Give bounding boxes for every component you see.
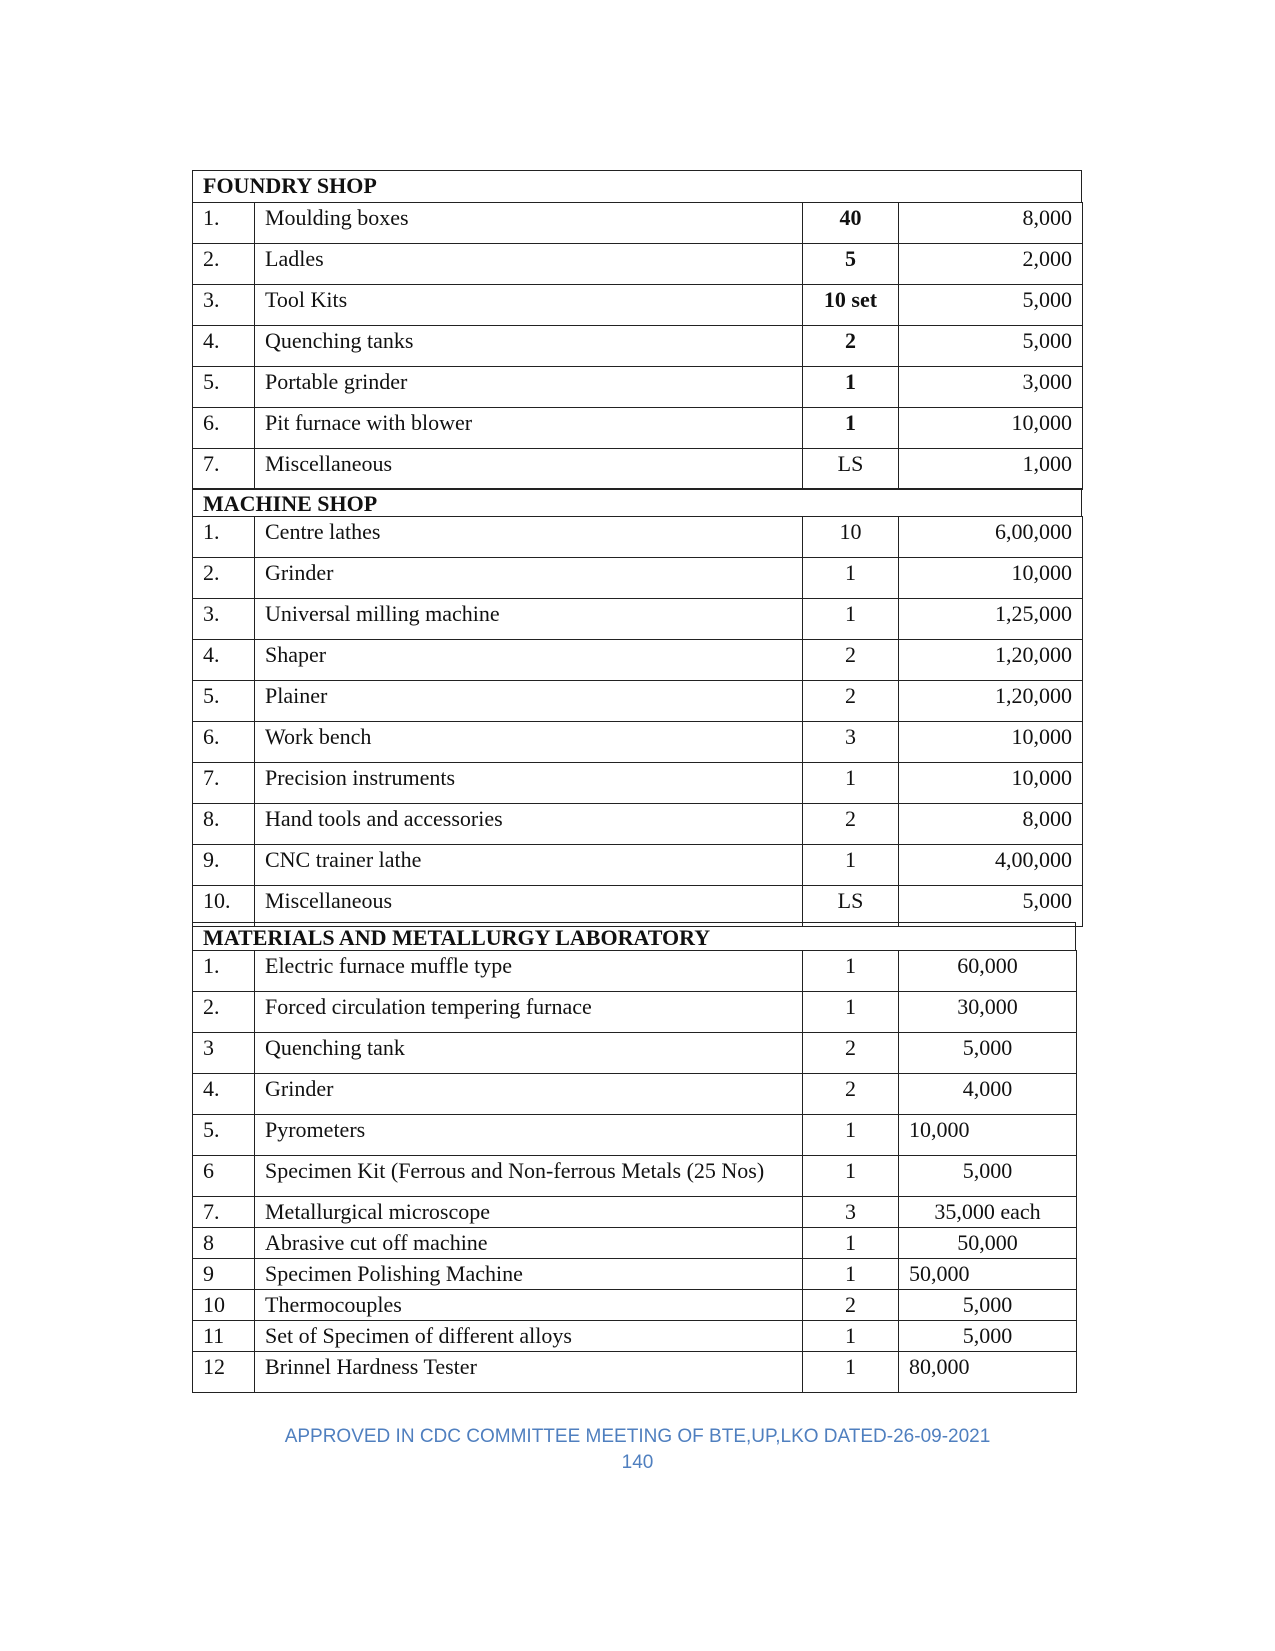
item-cost: 1,20,000 (899, 681, 1083, 722)
item-quantity: 1 (803, 367, 899, 408)
item-number: 5. (193, 367, 255, 408)
item-cost: 50,000 (899, 1259, 1077, 1290)
item-number: 10. (193, 886, 255, 927)
table-row (193, 1228, 1077, 1259)
item-quantity: 1 (803, 1352, 899, 1393)
item-quantity: 2 (803, 1074, 899, 1115)
item-number: 1. (193, 951, 255, 992)
item-name: Miscellaneous (255, 449, 803, 490)
item-cost: 5,000 (899, 326, 1083, 367)
item-name: Portable grinder (255, 367, 803, 408)
item-name: Quenching tanks (255, 326, 803, 367)
item-quantity: LS (803, 449, 899, 490)
item-cost: 1,20,000 (899, 640, 1083, 681)
item-name: Grinder (255, 558, 803, 599)
item-number: 12 (193, 1352, 255, 1393)
item-name: Abrasive cut off machine (255, 1228, 803, 1259)
table-row (193, 992, 1077, 1033)
table-row (193, 886, 1083, 927)
table-row (193, 1156, 1077, 1197)
items-table (192, 202, 1083, 490)
item-name: Pit furnace with blower (255, 408, 803, 449)
table-row (193, 285, 1083, 326)
approval-note: APPROVED IN CDC COMMITTEE MEETING OF BTE,UP,LKO DATED-26-09-2021 (284, 1426, 991, 1447)
item-cost: 5,000 (899, 1290, 1077, 1321)
item-name: Set of Specimen of different alloys (255, 1321, 803, 1352)
item-name: Precision instruments (255, 763, 803, 804)
item-quantity: 2 (803, 326, 899, 367)
table-row (193, 951, 1077, 992)
table-row (193, 1197, 1077, 1228)
table-row (193, 517, 1083, 558)
section-title: MACHINE SHOP (192, 488, 1082, 516)
item-number: 9 (193, 1259, 255, 1290)
item-name: Work bench (255, 722, 803, 763)
item-quantity: 5 (803, 244, 899, 285)
table-row (193, 640, 1083, 681)
item-cost: 10,000 (899, 763, 1083, 804)
item-quantity: 10 set (803, 285, 899, 326)
item-cost: 10,000 (899, 1115, 1077, 1156)
item-cost: 5,000 (899, 1321, 1077, 1352)
item-quantity: 2 (803, 640, 899, 681)
table-row (193, 804, 1083, 845)
item-quantity: 3 (803, 722, 899, 763)
item-cost: 10,000 (899, 558, 1083, 599)
item-cost: 30,000 (899, 992, 1077, 1033)
item-cost: 5,000 (899, 1033, 1077, 1074)
item-number: 6. (193, 408, 255, 449)
page-footer (0, 1424, 1275, 1476)
table-row (193, 1321, 1077, 1352)
item-cost: 6,00,000 (899, 517, 1083, 558)
item-number: 4. (193, 326, 255, 367)
item-name: Plainer (255, 681, 803, 722)
table-row (193, 1259, 1077, 1290)
item-name: Metallurgical microscope (255, 1197, 803, 1228)
section-title: FOUNDRY SHOP (192, 170, 1082, 202)
item-name: Centre lathes (255, 517, 803, 558)
item-quantity: 2 (803, 1033, 899, 1074)
table-row (193, 681, 1083, 722)
item-cost: 10,000 (899, 722, 1083, 763)
item-quantity: 1 (803, 1156, 899, 1197)
item-name: Ladles (255, 244, 803, 285)
table-row (193, 1352, 1077, 1393)
item-number: 5. (193, 681, 255, 722)
table-row (193, 722, 1083, 763)
item-number: 1. (193, 203, 255, 244)
items-table (192, 950, 1077, 1393)
item-cost: 5,000 (899, 886, 1083, 927)
item-number: 3. (193, 285, 255, 326)
item-cost: 8,000 (899, 804, 1083, 845)
items-table (192, 516, 1083, 927)
item-quantity: 40 (803, 203, 899, 244)
item-name: Forced circulation tempering furnace (255, 992, 803, 1033)
item-cost: 1,25,000 (899, 599, 1083, 640)
item-quantity: 1 (803, 1228, 899, 1259)
item-cost: 50,000 (899, 1228, 1077, 1259)
item-quantity: 2 (803, 804, 899, 845)
item-number: 8 (193, 1228, 255, 1259)
item-name: Shaper (255, 640, 803, 681)
item-number: 7. (193, 763, 255, 804)
item-quantity: 1 (803, 558, 899, 599)
item-number: 3. (193, 599, 255, 640)
table-row (193, 244, 1083, 285)
item-number: 2. (193, 558, 255, 599)
item-name: CNC trainer lathe (255, 845, 803, 886)
item-cost: 2,000 (899, 244, 1083, 285)
item-cost: 80,000 (899, 1352, 1077, 1393)
item-quantity: 1 (803, 1321, 899, 1352)
item-number: 10 (193, 1290, 255, 1321)
item-name: Universal milling machine (255, 599, 803, 640)
item-number: 6. (193, 722, 255, 763)
item-name: Electric furnace muffle type (255, 951, 803, 992)
item-number: 1. (193, 517, 255, 558)
item-cost: 4,000 (899, 1074, 1077, 1115)
item-quantity: 1 (803, 1115, 899, 1156)
item-name: Brinnel Hardness Tester (255, 1352, 803, 1393)
item-number: 5. (193, 1115, 255, 1156)
item-quantity: 1 (803, 845, 899, 886)
table-row (193, 367, 1083, 408)
item-quantity: LS (803, 886, 899, 927)
item-name: Thermocouples (255, 1290, 803, 1321)
item-number: 6 (193, 1156, 255, 1197)
item-number: 7. (193, 1197, 255, 1228)
item-number: 4. (193, 640, 255, 681)
item-quantity: 2 (803, 681, 899, 722)
item-quantity: 3 (803, 1197, 899, 1228)
table-row (193, 408, 1083, 449)
item-cost: 1,000 (899, 449, 1083, 490)
item-quantity: 2 (803, 1290, 899, 1321)
table-row (193, 203, 1083, 244)
item-number: 3 (193, 1033, 255, 1074)
table-row (193, 1074, 1077, 1115)
table-row (193, 558, 1083, 599)
table-row (193, 326, 1083, 367)
item-number: 2. (193, 992, 255, 1033)
item-cost: 4,00,000 (899, 845, 1083, 886)
table-row (193, 845, 1083, 886)
item-number: 11 (193, 1321, 255, 1352)
table-row (193, 1033, 1077, 1074)
item-quantity: 1 (803, 951, 899, 992)
table-row (193, 1290, 1077, 1321)
item-number: 2. (193, 244, 255, 285)
table-row (193, 599, 1083, 640)
item-quantity: 1 (803, 408, 899, 449)
item-quantity: 1 (803, 1259, 899, 1290)
item-cost: 8,000 (899, 203, 1083, 244)
item-cost: 35,000 each (899, 1197, 1077, 1228)
item-name: Miscellaneous (255, 886, 803, 927)
page-number: 140 (621, 1452, 654, 1473)
table-row (193, 763, 1083, 804)
item-name: Specimen Kit (Ferrous and Non-ferrous Metals (25 Nos) (255, 1156, 803, 1197)
item-name: Moulding boxes (255, 203, 803, 244)
item-quantity: 10 (803, 517, 899, 558)
table-row (193, 449, 1083, 490)
item-cost: 10,000 (899, 408, 1083, 449)
item-cost: 5,000 (899, 285, 1083, 326)
table-row (193, 1115, 1077, 1156)
item-cost: 3,000 (899, 367, 1083, 408)
item-cost: 60,000 (899, 951, 1077, 992)
item-cost: 5,000 (899, 1156, 1077, 1197)
item-quantity: 1 (803, 763, 899, 804)
section-title: MATERIALS AND METALLURGY LABORATORY (192, 922, 1076, 950)
item-name: Quenching tank (255, 1033, 803, 1074)
item-quantity: 1 (803, 992, 899, 1033)
item-name: Tool Kits (255, 285, 803, 326)
item-number: 4. (193, 1074, 255, 1115)
item-name: Pyrometers (255, 1115, 803, 1156)
item-name: Hand tools and accessories (255, 804, 803, 845)
item-name: Grinder (255, 1074, 803, 1115)
item-quantity: 1 (803, 599, 899, 640)
item-name: Specimen Polishing Machine (255, 1259, 803, 1290)
item-number: 7. (193, 449, 255, 490)
item-number: 9. (193, 845, 255, 886)
item-number: 8. (193, 804, 255, 845)
